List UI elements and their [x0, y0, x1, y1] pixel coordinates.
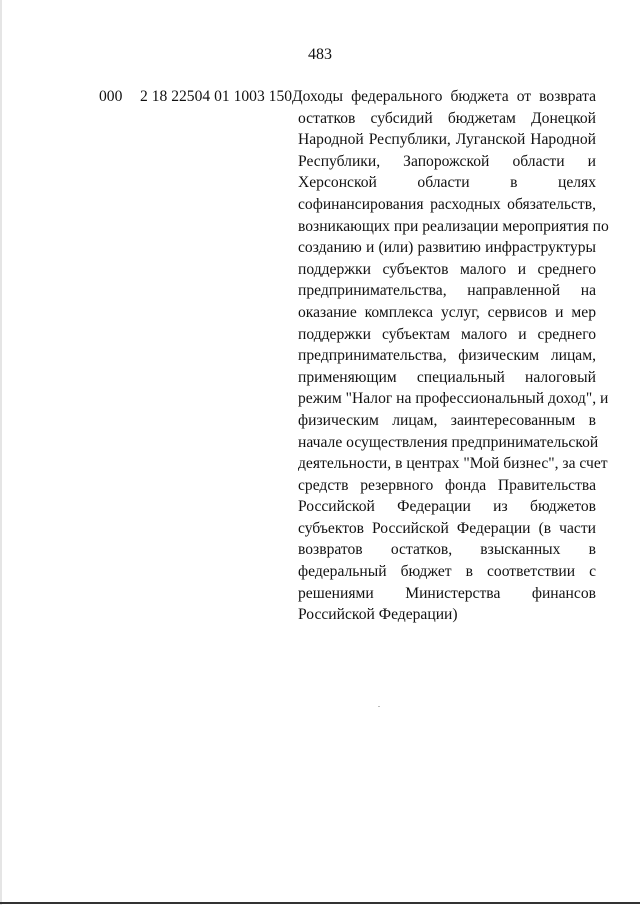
description-line: Херсонской области в целях — [298, 174, 596, 192]
description-line: федеральный бюджет в соответствии с — [298, 563, 596, 581]
description-line: поддержки субъектам малого и среднего — [298, 325, 596, 343]
description-line: предпринимательства, физическим лицам, — [298, 347, 596, 365]
scan-bottom-edge — [0, 902, 640, 904]
scan-left-edge — [0, 0, 2, 905]
description-line: субъектов Российской Федерации (в части — [298, 519, 596, 537]
description-line: деятельности, в центрах "Мой бизнес", за счет — [298, 455, 608, 473]
description-line: режим "Налог на профессиональный доход", и — [298, 390, 609, 408]
scan-speck — [378, 706, 380, 707]
description-line: Республики, Запорожской области и — [298, 152, 596, 170]
description-line: Народной Республики, Луганской Народной — [298, 131, 596, 149]
description-line: Российской Федерации) — [298, 606, 458, 624]
income-description — [292, 86, 609, 626]
description-line: предпринимательства, направленной на — [298, 282, 596, 300]
description-line: возникающих при реализации мероприятия по — [298, 217, 609, 235]
description-line: решениями Министерства финансов — [298, 584, 596, 602]
description-line: применяющим специальный налоговый — [298, 368, 596, 386]
description-line: созданию и (или) развитию инфраструктуры — [298, 239, 596, 257]
description-line: возвратов остатков, взысканных в — [298, 541, 596, 559]
page-number: 483 — [308, 46, 332, 63]
description-line: начале осуществления предпринимательской — [298, 433, 599, 451]
description-line: остатков субсидий бюджетам Донецкой — [298, 109, 596, 127]
description-line: Российской Федерации из бюджетов — [298, 498, 596, 516]
description-line: средств резервного фонда Правительства — [298, 476, 596, 494]
description-line: поддержки субъектов малого и среднего — [298, 260, 596, 278]
description-line: Доходы федерального бюджета от возврата — [292, 88, 596, 105]
administrator-code: 000 — [99, 88, 123, 105]
budget-classification-code: 2 18 22504 01 1003 150 — [140, 88, 293, 105]
description-line: оказание комплекса услуг, сервисов и мер — [298, 303, 596, 321]
description-line: физическим лицам, заинтересованным в — [298, 411, 596, 429]
description-line: софинансирования расходных обязательств, — [298, 195, 596, 213]
